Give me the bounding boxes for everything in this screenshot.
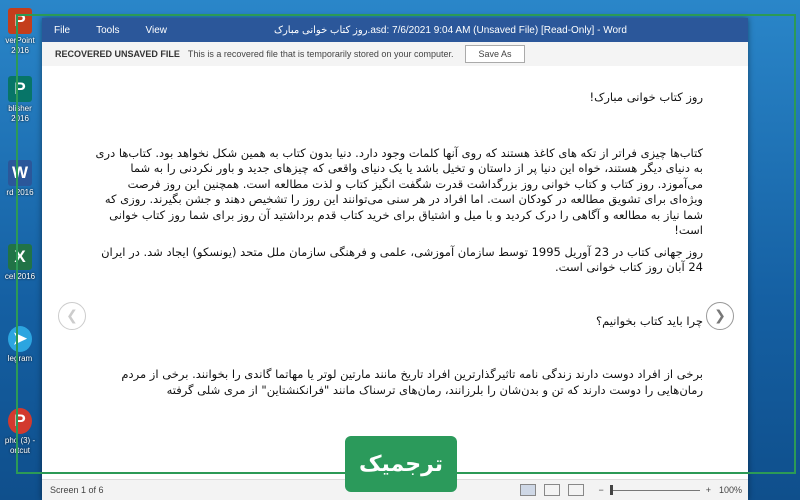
chevron-left-icon: ❮ <box>66 308 78 324</box>
word-icon: W <box>8 160 32 186</box>
telegram-icon: ➤ <box>8 326 32 352</box>
menu-file[interactable]: File <box>54 24 71 36</box>
print-layout-icon[interactable] <box>544 484 560 496</box>
paragraph-2: روز جهانی کتاب در 23 آوریل 1995 توسط سازمان آموزشی، علمی و فرهنگی سازمان ملل متحد (یونسکو) ایجاد شد. در ایران 24 آبان روز کتاب خوانی است. <box>101 244 703 274</box>
shortcut-icon: P <box>8 408 32 434</box>
publisher-icon: P <box>8 76 32 102</box>
recovered-file-infobar <box>42 42 748 67</box>
chevron-right-icon: ❯ <box>714 308 726 324</box>
desktop-icon-publisher[interactable] <box>0 76 40 142</box>
menu-bar <box>54 25 193 36</box>
desktop-icon-word[interactable] <box>0 160 40 226</box>
read-mode-icon[interactable] <box>520 484 536 496</box>
desktop-icon-label: pho (3) - ortcut <box>4 436 36 455</box>
desktop-icon-excel[interactable] <box>0 244 40 310</box>
document-area <box>42 66 748 480</box>
title-bar <box>42 18 748 42</box>
infobar-message: This is a recovered file that is temporarily stored on your computer. <box>187 49 454 59</box>
tarjomic-logo-badge <box>345 436 457 492</box>
menu-view[interactable]: View <box>145 24 167 36</box>
zoom-out-button[interactable]: − <box>598 485 604 495</box>
infobar-label: RECOVERED UNSAVED FILE <box>55 49 180 59</box>
document-page <box>92 90 703 398</box>
paragraph-3: برخی از افراد دوست دارند زندگی نامه تاثیرگذارترین افراد تاریخ مانند مارتین لوتر یا مهاتما گاندی را بخوانند. برخی از مردم رمان‌هایی را دوست دارند که تن و بدن‌شان را بلرزانند، رمان‌های ترسناک مانند "فرانکنشتاین" از مری شلی گرفته <box>121 367 703 397</box>
desktop-icon-label: verPoint 2016 <box>5 36 35 55</box>
word-window <box>42 18 748 500</box>
zoom-slider[interactable] <box>610 490 700 491</box>
desktop-icon-label: legram <box>7 354 33 363</box>
desktop-icon-label: cel 2016 <box>4 272 36 281</box>
window-title: روز کتاب خوانی مبارک.asd: 7/6/2021 9:04 AM (Unsaved File) [Read-Only] - Word <box>274 24 627 36</box>
desktop-icon-label: rd 2016 <box>6 188 34 197</box>
excel-icon: X <box>8 244 32 270</box>
desktop-icon-telegram[interactable] <box>0 326 40 392</box>
desktop-icon-label: blisher 2016 <box>8 104 32 123</box>
section-heading: چرا باید کتاب بخوانیم؟ <box>595 313 703 328</box>
next-screen-button[interactable] <box>706 302 734 330</box>
powerpoint-icon: P <box>8 8 32 34</box>
save-as-button[interactable]: Save As <box>465 45 524 63</box>
previous-screen-button[interactable] <box>58 302 86 330</box>
zoom-in-button[interactable]: + <box>705 485 711 495</box>
zoom-level[interactable]: 100% <box>718 485 742 495</box>
status-controls <box>520 484 742 496</box>
badge-text: ترجمیک <box>358 451 444 477</box>
web-layout-icon[interactable] <box>568 484 584 496</box>
desktop-icon-shortcut[interactable] <box>0 408 40 474</box>
paragraph-1: کتاب‌ها چیزی فراتر از تکه های کاغذ هستند که روی آنها کلمات وجود دارد. دنیا بدون کتاب به همین شکل نخواهد بود. کتاب‌ها دری به دنیای دیگر هستند، خواه این دنیا پر از داستان و تخیل باشد یا یک دنیای واقعی که چیزهای جدید و باور نکردنی را به شما می‌آموزد. روز کتاب و کتاب خوانی روز بزرگداشت قدرت شگفت انگیز کتاب و لذت مطالعه است. همچنین این روز فرصت ویژه‌ای برای تشویق مطالعه در کودکان است. اما افراد در هر سنی می‌توانند این روز را تشخیص دهند و جشن بگیرند. روزی که شما نیاز به مطالعه و آگاهی را درک کردید و با میل و اشتیاق برای خرید کتاب قدم برداشتید آن روز برای شما روز کتاب خوانی است! <box>95 145 703 237</box>
menu-tools[interactable]: Tools <box>96 24 120 36</box>
zoom-control <box>598 485 742 495</box>
desktop-icon-powerpoint[interactable] <box>0 8 40 74</box>
document-title: روز کتاب خوانی مبارک! <box>589 90 703 104</box>
zoom-slider-thumb[interactable] <box>610 485 613 495</box>
screen-counter: Screen 1 of 6 <box>50 485 104 495</box>
